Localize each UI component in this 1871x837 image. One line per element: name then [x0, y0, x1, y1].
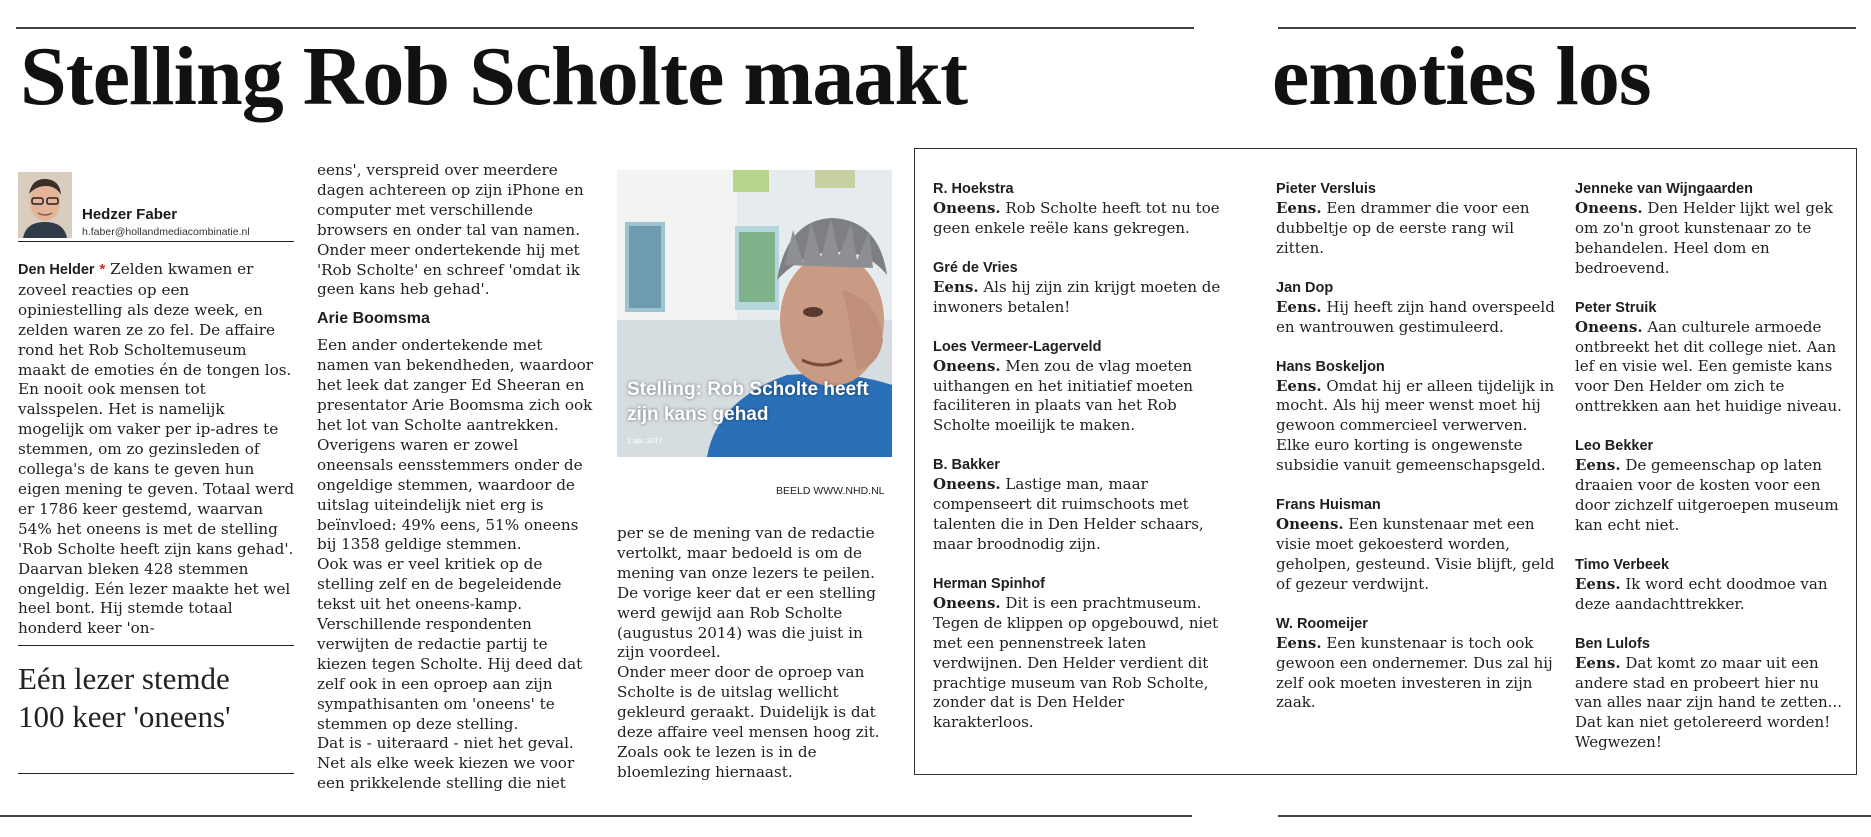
- reaction-item: [1276, 179, 1560, 259]
- reactions-column-3: [1575, 179, 1847, 772]
- reaction-text: Als hij zijn zin krijgt moeten de inwoners betalen!: [933, 277, 1221, 316]
- col2-paragraph-1: eens', verspreid over meerdere dagen achtereen op zijn iPhone en computer met verschillende browsers en onder tal van namen. Onder meer ondertekende hij met 'Rob Scholte' en schreef 'omdat ik geen kans heb gehad'.: [317, 161, 584, 299]
- reaction-text: Men zou de vlag moeten uithangen en het initiatief moeten faciliteren in plaats van het Rob Scholte moeilijk te maken.: [933, 356, 1194, 435]
- author-portrait-icon: [18, 172, 72, 238]
- col2-paragraph-3: Overigens waren er zowel oneensals eensstemmers onder de ongeldige stemmen, waardoor de uitslag uiteindelijk niet erg is beïnvloed: 49% eens, 51% oneens bij 1358 geldige stemmen.: [317, 435, 583, 554]
- reaction-verdict: Oneens.: [1276, 515, 1344, 534]
- dateline: Den Helder: [18, 262, 95, 278]
- reaction-text: Een kunstenaar is toch ook gewoon een ondernemer. Dus zal hij zelf ook moeten investeren in zijn zaak.: [1276, 633, 1553, 712]
- quote-rule-top: [18, 645, 294, 646]
- reaction-item: [1276, 614, 1560, 714]
- col3-paragraph-2: Onder meer door de oproep van Scholte is de uitslag wellicht gekleurd geraakt. Duidelijk is dat deze affaire veel mensen hoog zit. Zoals ook te lezen is in de bloemlezing hiernaast.: [617, 663, 880, 781]
- reaction-item: [1575, 179, 1847, 279]
- reaction-author: Jenneke van Wijngaarden: [1575, 181, 1753, 197]
- reaction-item: [1276, 357, 1560, 477]
- headline: [16, 32, 1846, 122]
- col3-paragraph-1: per se de mening van de redactie vertolkt, maar bedoeld is om de mening van onze lezers te peilen. De vorige keer dat er een stelling werd gewijd aan Rob Scholte (augustus 2014) was die juist in zijn voordeel.: [617, 524, 876, 662]
- reaction-text: Lastige man, maar compenseert dit ruimschoots met talenten die in Den Helder schaars, maar broodnodig zijn.: [933, 475, 1204, 553]
- col1-text: Zelden kwamen er zoveel reacties op een opiniestelling als deze week, en zelden waren ze zo fel. De affaire rond het Rob Scholtemuseum maakt de emoties én de tongen los. En nooit ook mensen tot valsspelen. Het is namelijk mogelijk om vaker per ip-adres te stemmen, om zo gezinsleden of collega's de kans te geven hun eigen mening te geven. Totaal werd er 1786 keer gestemd, waarvan 54% het oneens is met de stelling 'Rob Scholte heeft zijn kans gehad'. Daarvan bleken 428 stemmen ongeldig. Eén lezer maakte het wel heel bont. Hij stemde totaal honderd keer 'on-: [18, 260, 295, 638]
- reaction-item: [933, 455, 1223, 555]
- reaction-verdict: Eens.: [1575, 574, 1621, 593]
- article-photo: [617, 170, 892, 457]
- reaction-author: Ben Lulofs: [1575, 635, 1650, 652]
- reaction-verdict: Oneens.: [933, 199, 1001, 217]
- reaction-verdict: Oneens.: [1575, 199, 1643, 217]
- top-rule-left: [16, 27, 1194, 29]
- reaction-text: Omdat hij er alleen tijdelijk in mocht. Als hij meer wenst moet hij gewoon commercieel verwerven. Elke euro korting is ongewenste subsidie vanuit gemeenschapsgeld.: [1276, 376, 1555, 475]
- reactions-column-2: [1276, 179, 1560, 732]
- photo-overlay-title: Stelling: Rob Scholte heeft zijn kans gehad: [627, 379, 869, 425]
- reaction-item: [1575, 555, 1847, 615]
- pull-quote-line2: 100 keer 'oneens': [18, 699, 231, 734]
- reaction-verdict: Oneens.: [933, 475, 1001, 494]
- reaction-author: W. Roomeijer: [1276, 615, 1368, 632]
- col2-paragraph-4: Ook was er veel kritiek op de stelling zelf en de begeleidende tekst uit het oneens-kamp. Verschillende respondenten verwijten de redactie partij te kiezen tegen Scholte. Hij deed dat zelf ook in een oproep aan zijn sympathisanten om 'oneens' te stemmen op deze stelling.: [317, 555, 583, 733]
- bottom-rule-right: [1278, 815, 1871, 817]
- reaction-author: Timo Verbeek: [1575, 556, 1670, 573]
- dateline-star-icon: *: [99, 261, 106, 278]
- headline-part1: Stelling Rob Scholte maakt: [20, 30, 968, 123]
- reaction-item: [1575, 298, 1847, 418]
- reaction-verdict: Eens.: [1575, 456, 1621, 475]
- reactions-column-1: [933, 179, 1223, 752]
- headline-part2: emoties los: [1272, 30, 1651, 123]
- reaction-text: Dit is een prachtmuseum. Tegen de klippen op opgebouwd, niet met een pennenstreek laten verdwijnen. Den Helder verdient dit prachtige museum van Rob Scholte, zonder dat is Den Helder karakterloos.: [933, 593, 1219, 732]
- author-byline: [18, 172, 294, 244]
- reaction-text: Rob Scholte heeft tot nu toe geen enkele reële kans gekregen.: [933, 199, 1220, 237]
- author-photo: [18, 172, 72, 238]
- reaction-item: [1575, 634, 1847, 754]
- col2-paragraph-5: Dat is - uiteraard - niet het geval. Net als elke week kiezen we voor een prikkelende stelling die niet: [317, 734, 575, 793]
- reaction-author: Jan Dop: [1276, 279, 1334, 296]
- article-column-1: [18, 260, 295, 639]
- reaction-author: Hans Boskeljon: [1276, 358, 1385, 375]
- bottom-rule-left: [0, 815, 1192, 817]
- reaction-text: Een drammer die voor een dubbeltje op de eerste rang wil zitten.: [1276, 199, 1530, 257]
- reaction-item: [933, 179, 1223, 239]
- reaction-text: Ik word echt doodmoe van deze aandachttrekker.: [1575, 574, 1828, 613]
- col2-subhead: Arie Boomsma: [317, 310, 430, 328]
- reaction-verdict: Eens.: [1276, 633, 1322, 652]
- reaction-author: Pieter Versluis: [1276, 181, 1376, 197]
- article-body-col1: [18, 260, 295, 639]
- reaction-verdict: Eens.: [1276, 376, 1322, 395]
- reaction-verdict: Eens.: [1276, 297, 1322, 316]
- quote-rule-bottom: [18, 773, 294, 774]
- article-column-2: [317, 161, 596, 794]
- reaction-author: R. Hoekstra: [933, 181, 1014, 197]
- author-divider: [18, 241, 294, 242]
- reaction-author: Herman Spinhof: [933, 575, 1045, 592]
- reaction-verdict: Eens.: [933, 277, 979, 296]
- reaction-text: Aan culturele armoede ontbreekt het dit college niet. Aan lef en visie wel. Een gemiste kans voor Den Helder om zich te onttrekken aan het huidige niveau.: [1575, 317, 1842, 416]
- reaction-text: Hij heeft zijn hand overspeeld en wantrouwen gestimuleerd.: [1276, 297, 1555, 336]
- reaction-text: Den Helder lijkt wel gek om zo'n groot kunstenaar zo te behandelen. Heel dom en bedroevend.: [1575, 199, 1833, 277]
- reaction-item: [1575, 436, 1847, 536]
- reaction-text: Dat komt zo maar uit een andere stad en probeert hier nu van alles naar zijn hand te zetten... Dat kan niet getolereerd worden! Wegwezen!: [1575, 653, 1842, 752]
- reaction-item: [1276, 278, 1560, 338]
- reaction-item: [1276, 495, 1560, 595]
- reaction-item: [933, 574, 1223, 733]
- reaction-verdict: Eens.: [1276, 199, 1322, 217]
- reaction-author: Loes Vermeer-Lagerveld: [933, 338, 1102, 355]
- reaction-verdict: Oneens.: [933, 593, 1001, 612]
- photo-credit: BEELD WWW.NHD.NL: [776, 485, 885, 497]
- reader-reactions-box: [914, 148, 1857, 775]
- reaction-verdict: Oneens.: [933, 356, 1001, 375]
- reaction-item: [933, 337, 1223, 437]
- col2-paragraph-2: Een ander ondertekende met namen van bekendheden, waardoor het leek dat zanger Ed Sheeran en presentator Arie Boomsma zich ook het lot van Scholte aantrekken.: [317, 336, 594, 434]
- author-name: Hedzer Faber: [82, 206, 178, 223]
- reaction-verdict: Oneens.: [1575, 317, 1643, 336]
- reaction-text: Een kunstenaar met een visie moet gekoesterd worden, geholpen, gesteund. Visie blijft, geld of gezeur verdwijnt.: [1276, 515, 1555, 593]
- reaction-author: Gré de Vries: [933, 259, 1018, 276]
- reaction-author: Leo Bekker: [1575, 438, 1654, 455]
- author-email: h.faber@hollandmediacombinatie.nl: [82, 226, 250, 238]
- reaction-author: Frans Huisman: [1276, 497, 1381, 514]
- reaction-item: [933, 258, 1223, 318]
- reaction-text: De gemeenschap op laten draaien voor de kosten voor een door zichzelf uitgeroepen museum kan echt niet.: [1575, 456, 1839, 534]
- reaction-verdict: Eens.: [1575, 653, 1621, 672]
- reaction-author: Peter Struik: [1575, 299, 1657, 316]
- pull-quote-line1: Eén lezer stemde: [18, 661, 230, 696]
- pull-quote: [18, 660, 294, 736]
- article-column-3: [617, 524, 893, 783]
- reaction-author: B. Bakker: [933, 457, 1000, 474]
- top-rule-right: [1278, 27, 1856, 29]
- photo-date: 2 apr. 2017: [627, 438, 663, 445]
